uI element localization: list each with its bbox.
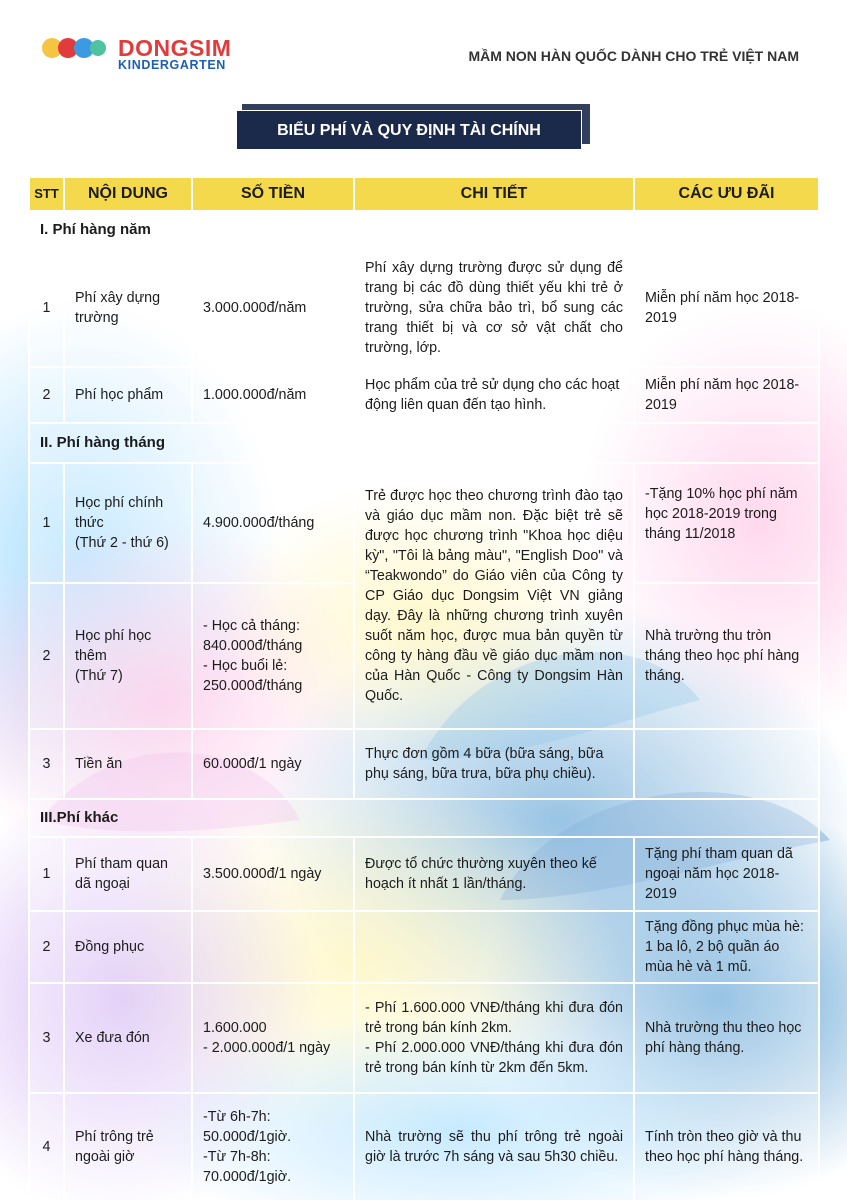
cell-offer: Miễn phí năm học 2018-2019 [634,249,819,367]
page-header [0,0,847,90]
cell-detail: Học phẩm của trẻ sử dụng cho các hoạt động liên quan đến tạo hình. [354,367,634,423]
cell-content: Xe đưa đón [64,983,192,1093]
content-line: (Thứ 7) [75,668,123,684]
cell-offer: Tính tròn theo giờ và thu theo học phí hàng tháng. [634,1093,819,1201]
cell-content [64,583,192,729]
cell-detail: Được tổ chức thường xuyên theo kế hoạch ít nhất 1 lần/tháng. [354,837,634,911]
cell-offer: Nhà trường thu tròn tháng theo học phí hàng tháng. [634,583,819,729]
cell-offer: Tặng đồng phục mùa hè: 1 ba lô, 2 bộ quần áo mùa hè và 1 mũ. [634,911,819,983]
cell-stt: 2 [29,911,64,983]
content-line: Học phí học thêm [75,628,152,664]
cell-detail [354,911,634,983]
amount-line: 250.000đ/tháng [203,678,303,694]
cell-content: Tiền ăn [64,729,192,799]
cell-content [64,463,192,583]
cell-offer: Miễn phí năm học 2018-2019 [634,367,819,423]
section-row [29,423,819,463]
amount-line: 1.600.000 [203,1020,267,1036]
cell-stt: 2 [29,367,64,423]
col-header-detail: CHI TIẾT [354,177,634,211]
detail-line: - Phí 1.600.000 VNĐ/tháng khi đưa đón trẻ trong bán kính 2km. [365,1000,623,1036]
cell-offer: Nhà trường thu theo học phí hàng tháng. [634,983,819,1093]
amount-line: 840.000đ/tháng [203,638,303,654]
cell-amount: 1.000.000đ/năm [192,367,354,423]
table-header-row [29,177,819,211]
cell-stt: 1 [29,837,64,911]
cell-content: Phí học phẩm [64,367,192,423]
cell-content: Phí tham quan dã ngoại [64,837,192,911]
amount-line: -Từ 6h-7h: [203,1109,271,1125]
table-row [29,463,819,583]
cell-amount [192,1093,354,1201]
col-header-amount: SỐ TIỀN [192,177,354,211]
cell-detail: Nhà trường sẽ thu phí trông trẻ ngoài giờ là trước 7h sáng và sau 5h30 chiều. [354,1093,634,1201]
cell-stt: 1 [29,249,64,367]
cell-content: Phí xây dựng trường [64,249,192,367]
col-header-stt: STT [29,177,64,211]
table-row [29,983,819,1093]
table-row [29,729,819,799]
section-row [29,799,819,837]
cell-amount [192,583,354,729]
content-line: (Thứ 2 - thứ 6) [75,535,169,551]
cell-amount: 3.500.000đ/1 ngày [192,837,354,911]
dongsim-logo [42,36,242,76]
cell-stt: 3 [29,983,64,1093]
cell-amount: 3.000.000đ/năm [192,249,354,367]
header-tagline: MẦM NON HÀN QUỐC DÀNH CHO TRẺ VIỆT NAM [468,48,799,64]
cell-stt: 1 [29,463,64,583]
logo-subtitle: KINDERGARTEN [118,58,226,72]
amount-line: - Học buổi lẻ: [203,658,288,674]
amount-line: 70.000đ/1giờ. [203,1169,292,1185]
page-title: BIỂU PHÍ VÀ QUY ĐỊNH TÀI CHÍNH [236,110,582,150]
amount-line: -Từ 7h-8h: [203,1149,271,1165]
title-banner [236,104,590,152]
content-line: Học phí chính thức [75,495,164,531]
cell-amount [192,911,354,983]
cell-amount [192,983,354,1093]
cell-amount: 60.000đ/1 ngày [192,729,354,799]
col-header-content: NỘI DUNG [64,177,192,211]
cell-stt: 4 [29,1093,64,1201]
table-row [29,367,819,423]
cell-amount: 4.900.000đ/tháng [192,463,354,583]
cell-detail: Thực đơn gồm 4 bữa (bữa sáng, bữa phụ sáng, bữa trưa, bữa phụ chiều). [354,729,634,799]
logo-faces-icon [42,38,108,70]
cell-detail: Trẻ được học theo chương trình đào tạo và giáo dục mầm non. Đặc biệt trẻ sẽ được học chương trình "Khoa học diệu kỳ", "Tôi là bảng màu", "English Doo" và “Teakwondo” do Giáo viên của Công ty CP Giáo dục Dongsim Việt VN giảng dạy. Đây là những chương trình xuyên suốt năm học, được mua bản quyền từ công ty hàng đầu về giáo dục mầm non của Hàn Quốc - Công ty Dongsim Hàn Quốc. [354,463,634,729]
logo-name: DONGSIM [118,35,232,61]
amount-line: 50.000đ/1giờ. [203,1129,292,1145]
cell-detail: Phí xây dựng trường được sử dụng để trang bị các đồ dùng thiết yếu khi trẻ ở trường, sửa chữa bảo trì, bổ sung các trang thiết bị và cơ sở vật chất cho trường, lớp. [354,249,634,367]
cell-offer: Tặng phí tham quan dã ngoại năm học 2018-2019 [634,837,819,911]
cell-content: Phí trông trẻ ngoài giờ [64,1093,192,1201]
detail-line: - Phí 2.000.000 VNĐ/tháng khi đưa đón trẻ trong bán kính từ 2km đến 5km. [365,1040,623,1076]
col-header-offers: CÁC ƯU ĐÃI [634,177,819,211]
section-title: III.Phí khác [29,799,819,837]
amount-line: - 2.000.000đ/1 ngày [203,1040,331,1056]
cell-offer: -Tặng 10% học phí năm học 2018-2019 trong tháng 11/2018 [634,463,819,583]
cell-content: Đồng phục [64,911,192,983]
cell-detail [354,983,634,1093]
table-row [29,837,819,911]
cell-offer [634,729,819,799]
table-row [29,1093,819,1201]
section-title: II. Phí hàng tháng [29,423,819,463]
cell-stt: 3 [29,729,64,799]
section-title: I. Phí hàng năm [29,211,819,249]
amount-line: - Học cả tháng: [203,618,300,634]
cell-stt: 2 [29,583,64,729]
table-row [29,249,819,367]
table-row [29,911,819,983]
fee-table [28,176,820,1202]
section-row [29,211,819,249]
